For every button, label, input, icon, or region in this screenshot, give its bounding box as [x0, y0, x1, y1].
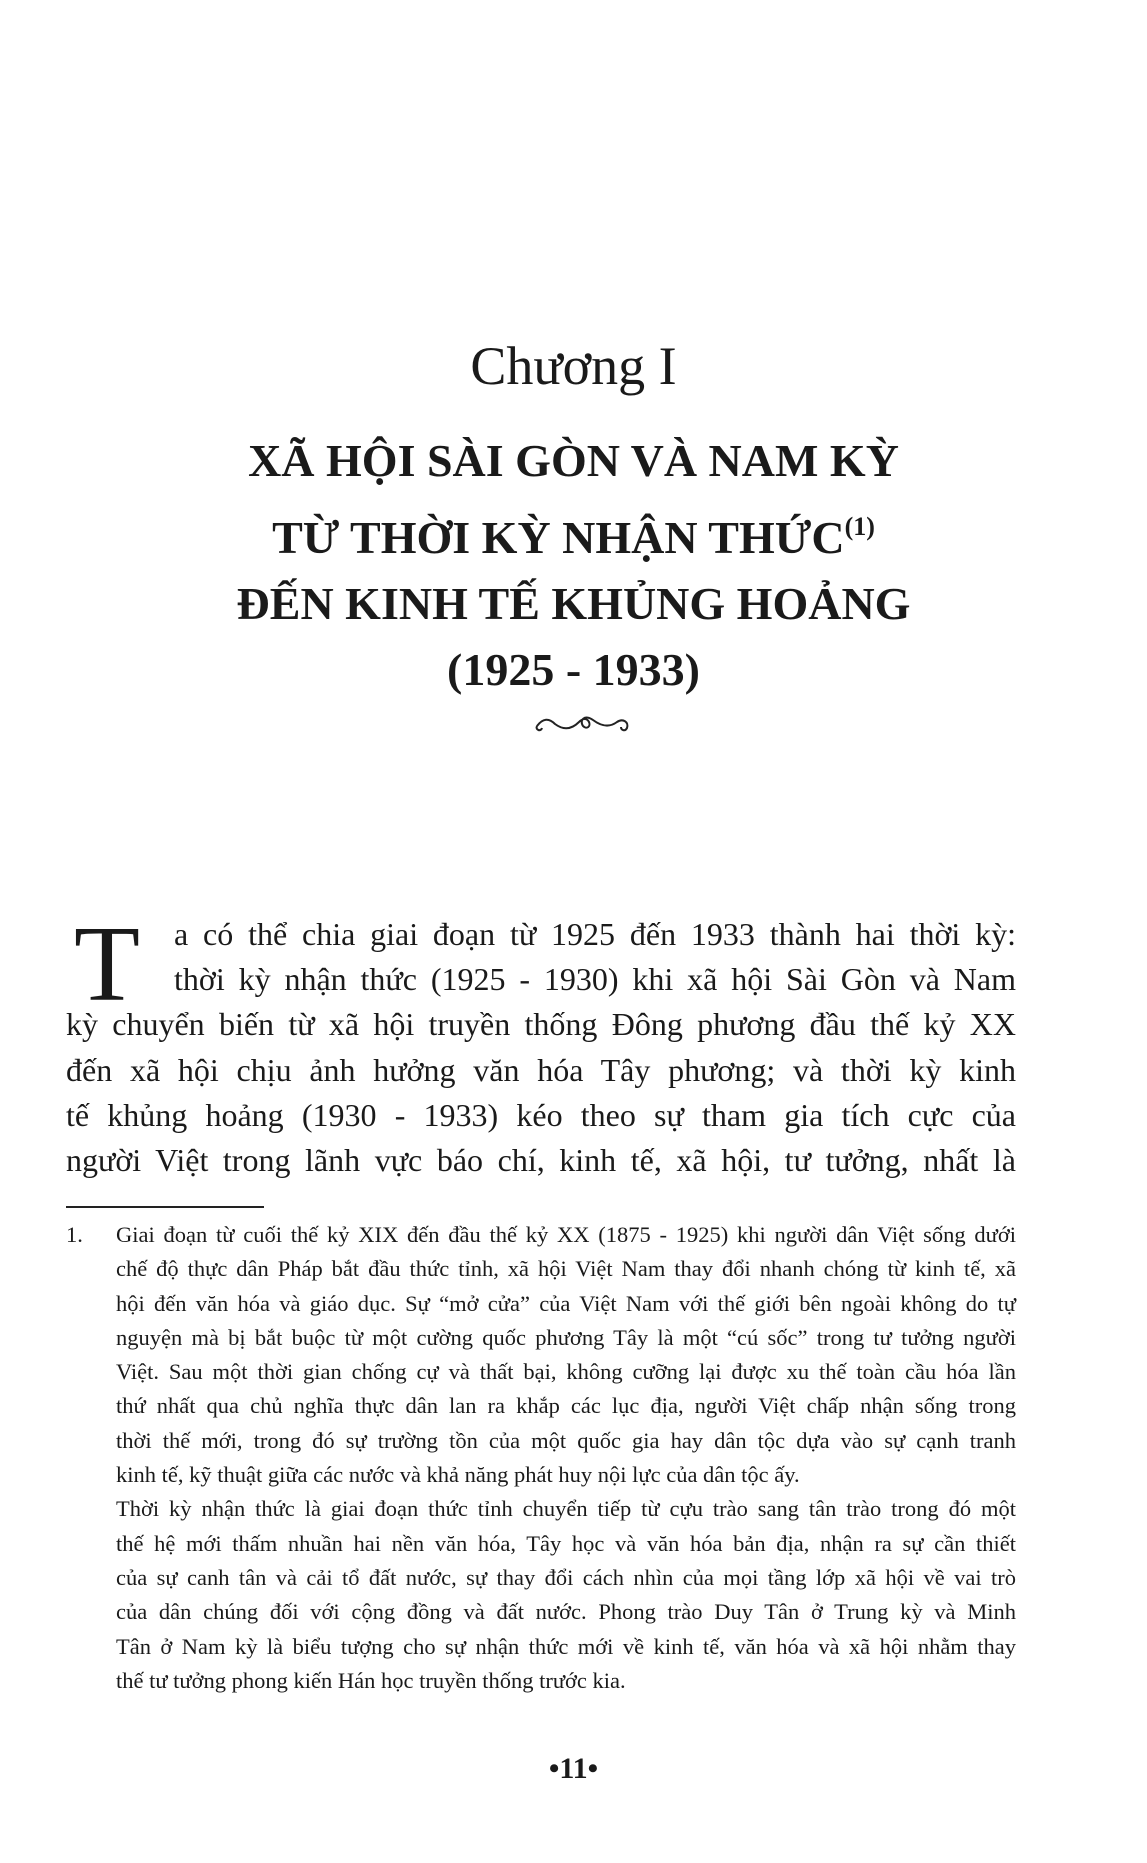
footnote-line: chế độ thực dân Pháp bắt đầu thức tỉnh, xã hội Việt Nam thay đổi nhanh chóng từ kinh tế, xã — [116, 1256, 1016, 1282]
chapter-title — [0, 428, 1147, 703]
body-line: đến xã hội chịu ảnh hưởng văn hóa Tây phương; và thời kỳ kinh — [66, 1051, 1016, 1088]
title-line: XÃ HỘI SÀI GÒN VÀ NAM KỲ — [248, 435, 899, 486]
footnote-ref: (1) — [844, 512, 875, 541]
body-paragraph — [66, 905, 1016, 1183]
footnote-line: thứ nhất qua chủ nghĩa thực dân lan ra khắp các lục địa, người Việt chấp nhận sống trong — [116, 1393, 1016, 1419]
drop-cap: T — [74, 905, 140, 1024]
ornament-icon — [533, 708, 633, 738]
footnote-line: nguyện mà bị bắt buộc từ một cường quốc phương Tây là một “cú sốc” trong tư tưởng người — [116, 1324, 1016, 1350]
body-line: người Việt trong lãnh vực báo chí, kinh tế, xã hội, tư tưởng, nhất là — [66, 1141, 1016, 1178]
body-line: kỳ chuyển biến từ xã hội truyền thống Đông phương đầu thế kỷ XX — [66, 1006, 1016, 1043]
footnote — [66, 1218, 1016, 1698]
footnote-line: thế hệ mới thấm nhuần hai nền văn hóa, Tây học và văn hóa bản địa, nhận ra sự cần thiết — [116, 1530, 1016, 1556]
footnote-line: thời thế mới, trong đó sự trường tồn của một quốc gia hay dân tộc dựa vào sự cạnh tranh — [116, 1427, 1016, 1453]
body-line: thời kỳ nhận thức (1925 - 1930) khi xã hội Sài Gòn và Nam — [174, 961, 1016, 998]
footnote-number: 1. — [66, 1222, 83, 1247]
title-line: (1925 - 1933) — [447, 644, 700, 695]
footnote-line: Việt. Sau một thời gian chống cự và thất bại, không cưỡng lại được xu thế toàn cầu hóa lần — [116, 1359, 1016, 1385]
footnote-line: Tân ở Nam kỳ là biểu tượng cho sự nhận thức mới về kinh tế, văn hóa và xã hội nhằm thay — [116, 1633, 1016, 1659]
footnote-line: Giai đoạn từ cuối thế kỷ XIX đến đầu thế kỷ XX (1875 - 1925) khi người dân Việt sống dưới — [116, 1222, 1016, 1247]
page-number: •11• — [548, 1752, 599, 1785]
footnote-line: thế tư tưởng phong kiến Hán học truyền thống trước kia. — [116, 1667, 626, 1693]
body-line: tế khủng hoảng (1930 - 1933) kéo theo sự tham gia tích cực của — [66, 1096, 1016, 1133]
title-line — [0, 494, 1147, 571]
footnote-line: kinh tế, kỹ thuật giữa các nước và khả năng phát huy nội lực của dân tộc ấy. — [116, 1462, 800, 1488]
footnote-divider — [66, 1206, 264, 1208]
title-line: ĐẾN KINH TẾ KHỦNG HOẢNG — [236, 578, 911, 629]
chapter-label: Chương I — [470, 336, 677, 396]
footnote-line: của dân chúng đối với cộng đồng và đất nước. Phong trào Duy Tân ở Trung kỳ và Minh — [116, 1599, 1016, 1625]
body-line: a có thể chia giai đoạn từ 1925 đến 1933 thành hai thời kỳ: — [174, 916, 1016, 952]
footnote-line: hội đến văn hóa và giáo dục. Sự “mở cửa” của Việt Nam với thế giới bên ngoài không do tự — [116, 1290, 1016, 1316]
title-line-text: TỪ THỜI KỲ NHẬN THỨC — [272, 512, 845, 563]
footnote-line: Thời kỳ nhận thức là giai đoạn thức tỉnh chuyển tiếp từ cựu trào sang tân trào trong đó một — [116, 1496, 1016, 1522]
footnote-line: của sự canh tân và cải tổ đất nước, sự thay đổi cách nhìn của mọi tầng lớp xã hội về vai trò — [116, 1564, 1016, 1590]
